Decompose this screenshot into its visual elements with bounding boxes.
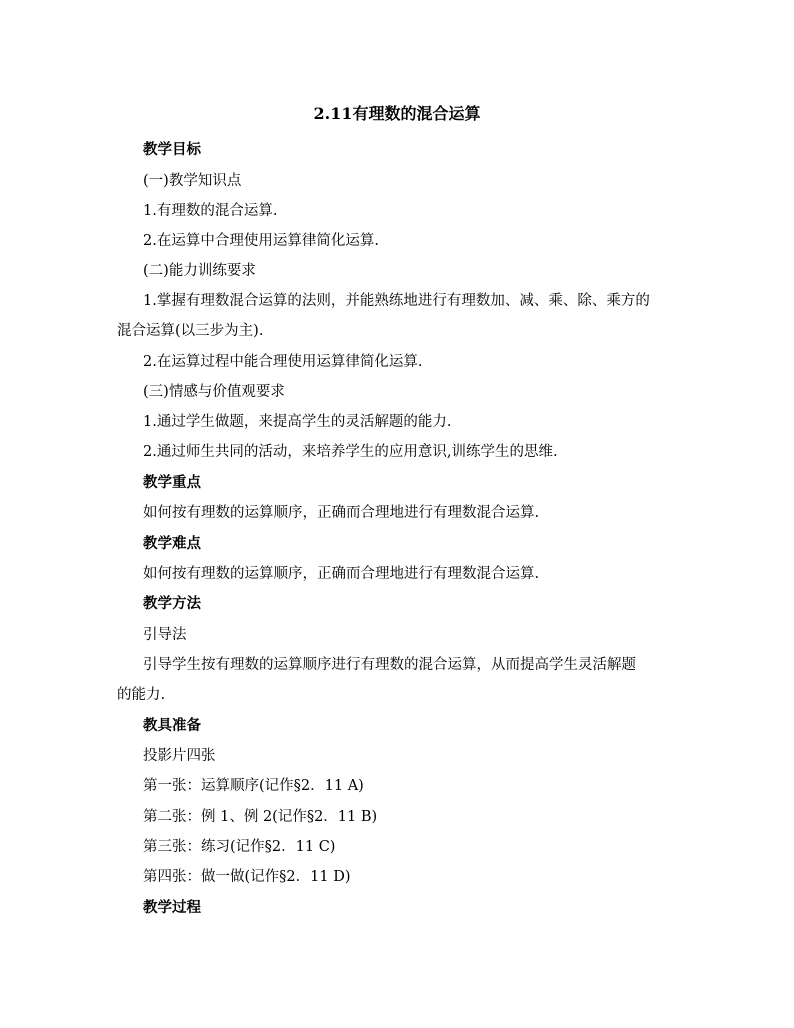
subheading-knowledge-points: (一)教学知识点 xyxy=(143,173,242,189)
heading-teaching-process: 教学过程 xyxy=(143,899,201,916)
paragraph-line: 1.通过学生做题，来提高学生的灵活解题的能力. xyxy=(143,414,452,430)
paragraph-line: 第三张：练习(记作§2．11 C) xyxy=(143,839,336,855)
heading-key-points: 教学重点 xyxy=(143,474,201,491)
paragraph-line: 引导学生按有理数的运算顺序进行有理数的混合运算，从而提高学生灵活解题 xyxy=(143,657,636,673)
paragraph-line: 第二张：例 1、例 2(记作§2．11 B) xyxy=(143,809,378,825)
paragraph-line: 的能力. xyxy=(117,687,166,703)
paragraph-line: 1.有理数的混合运算. xyxy=(143,203,278,219)
heading-teaching-method: 教学方法 xyxy=(143,595,201,612)
paragraph-line: 1.掌握有理数混合运算的法则，并能熟练地进行有理数加、减、乘、除、乘方的 xyxy=(143,293,650,309)
subheading-ability-requirements: (二)能力训练要求 xyxy=(143,263,256,279)
paragraph-line: 第一张：运算顺序(记作§2．11 A) xyxy=(143,778,364,794)
heading-difficult-points: 教学难点 xyxy=(143,535,201,552)
paragraph-line: 如何按有理数的运算顺序，正确而合理地进行有理数混合运算. xyxy=(143,566,540,582)
paragraph-line: 2.通过师生共同的活动，来培养学生的应用意识,训练学生的思维. xyxy=(143,444,558,460)
paragraph-line: 2.在运算过程中能合理使用运算律简化运算. xyxy=(143,354,423,370)
subheading-values-requirements: (三)情感与价值观要求 xyxy=(143,384,285,400)
paragraph-line: 引导法 xyxy=(143,627,187,643)
document-title: 2.11有理数的混合运算 xyxy=(313,104,481,123)
heading-teaching-aids: 教具准备 xyxy=(143,717,201,734)
paragraph-line: 投影片四张 xyxy=(143,748,216,764)
paragraph-line: 混合运算(以三步为主). xyxy=(117,323,264,339)
paragraph-line: 2.在运算中合理使用运算律简化运算. xyxy=(143,233,379,249)
heading-teaching-goals: 教学目标 xyxy=(143,141,201,158)
paragraph-line: 如何按有理数的运算顺序，正确而合理地进行有理数混合运算. xyxy=(143,505,540,521)
paragraph-line: 第四张：做一做(记作§2．11 D) xyxy=(143,869,351,885)
